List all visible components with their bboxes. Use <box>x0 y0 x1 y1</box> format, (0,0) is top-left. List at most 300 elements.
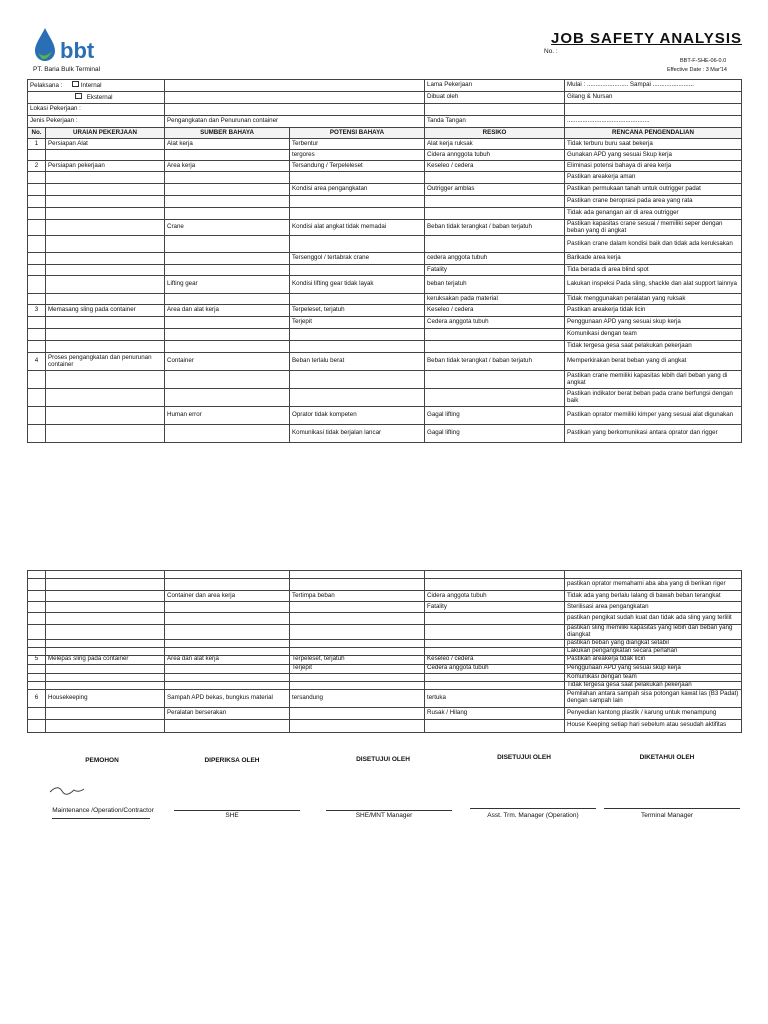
cell-uraian <box>46 265 165 276</box>
cell-rencana: Gunakan APD yang sesuai Skup kerja <box>565 150 742 161</box>
cell-resiko: tertuka <box>425 689 565 707</box>
cell-no: 4 <box>28 353 46 371</box>
cell-rencana: Tidak ada yang berlalu lalang di bawah beban terangkat <box>565 591 742 602</box>
cell-potensi: tersandung <box>290 689 425 707</box>
cell-uraian <box>46 591 165 602</box>
cell-uraian: Memasang sling pada container <box>46 305 165 317</box>
cell-rencana: Komunikasi dengan team <box>565 329 742 341</box>
cell-resiko: cedera anggota tubuh <box>425 253 565 265</box>
cell-uraian <box>46 389 165 407</box>
logo-text: bbt <box>60 38 95 63</box>
cell-potensi <box>290 329 425 341</box>
cell-no <box>28 371 46 389</box>
cell-rencana: Tidak terburu buru saat bekerja <box>565 139 742 150</box>
cell-uraian <box>46 639 165 647</box>
cell-no <box>28 647 46 655</box>
info-blank-4 <box>565 104 742 116</box>
cell-sumber <box>165 172 290 184</box>
table-row <box>28 172 742 184</box>
cell-resiko: keruksakan pada material <box>425 294 565 305</box>
table-row <box>28 196 742 208</box>
cell-rencana: Pastikan permukaan tanah untuk outrigger padat <box>565 184 742 196</box>
cell-rencana: pastikan beban yang diangkat setabil <box>565 639 742 647</box>
cell-potensi <box>290 719 425 732</box>
cell-resiko <box>425 647 565 655</box>
cell-rencana: Lakukan pengangkatan secara perlahan <box>565 647 742 655</box>
sig-head-diperiksa: DIPERIKSA OLEH <box>204 757 260 764</box>
table-cell <box>290 571 425 579</box>
cell-resiko <box>425 341 565 353</box>
sig-head-disetujui-1: DISETUJUI OLEH <box>356 756 410 763</box>
cell-no <box>28 341 46 353</box>
cell-potensi <box>290 602 425 613</box>
cell-no <box>28 602 46 613</box>
cell-potensi: Beban terlalu berat <box>290 353 425 371</box>
cell-no <box>28 150 46 161</box>
cell-uraian <box>46 602 165 613</box>
cell-potensi <box>290 639 425 647</box>
cell-resiko: Rusak / Hilang <box>425 707 565 719</box>
cell-rencana: Tidak menggunakan peralatan yang ruksak <box>565 294 742 305</box>
table-cell <box>565 571 742 579</box>
cell-potensi <box>290 172 425 184</box>
cell-sumber <box>165 389 290 407</box>
cell-resiko: Cedera anggota tubuh <box>425 317 565 329</box>
table-row <box>28 389 742 407</box>
cell-sumber <box>165 664 290 673</box>
cell-sumber: Alat kerja <box>165 139 290 150</box>
table-row <box>28 305 742 317</box>
cell-no <box>28 613 46 625</box>
cell-uraian <box>46 647 165 655</box>
effective-date: Effective Date : 3 Mar'14 <box>667 67 727 73</box>
cell-resiko <box>425 389 565 407</box>
cell-no <box>28 664 46 673</box>
header-resiko: RESIKO <box>425 128 565 139</box>
cell-sumber: Crane <box>165 220 290 236</box>
cell-potensi: Kondisi lifting gear tidak layak <box>290 276 425 294</box>
cell-sumber <box>165 647 290 655</box>
sig-line-1 <box>52 818 150 819</box>
cell-sumber: Area dan alat kerja <box>165 655 290 664</box>
cell-uraian <box>46 681 165 689</box>
cell-uraian <box>46 407 165 425</box>
company-logo <box>32 26 102 70</box>
cell-potensi <box>290 294 425 305</box>
cell-potensi: Kondisi area pengangkatan <box>290 184 425 196</box>
cell-potensi <box>290 707 425 719</box>
table-row <box>28 689 742 707</box>
table-row <box>28 253 742 265</box>
cell-no: 6 <box>28 689 46 707</box>
cell-rencana: Pastikan areakerja tidak licin <box>565 655 742 664</box>
water-drop-icon <box>32 26 58 64</box>
cell-sumber <box>165 371 290 389</box>
company-name: PT. Baria Bulk Terminal <box>33 66 101 73</box>
cell-no <box>28 707 46 719</box>
sig-line-4 <box>470 808 596 809</box>
cell-potensi <box>290 265 425 276</box>
cell-resiko <box>425 208 565 220</box>
cell-sumber <box>165 236 290 253</box>
table-row <box>28 655 742 664</box>
table-row <box>28 591 742 602</box>
cell-rencana: Sterilisasi area pengangkatan <box>565 602 742 613</box>
cell-rencana: pastikan oprator memahami aba aba yang di berikan riger <box>565 579 742 591</box>
cell-potensi <box>290 579 425 591</box>
cell-potensi: Tertimpa beban <box>290 591 425 602</box>
cell-rencana: Penyedian kantong plastik / karung untuk menampung <box>565 707 742 719</box>
cell-rencana: pastikan pengikat sudah kuat dan tidak ada sling yang terlilit <box>565 613 742 625</box>
table-row <box>28 625 742 640</box>
cell-resiko <box>425 172 565 184</box>
eksternal-label: Eksternal <box>86 94 113 102</box>
table-row <box>28 139 742 150</box>
cell-resiko: Beban tidak terangkat / baban terjatuh <box>425 220 565 236</box>
cell-potensi: Terjepit <box>290 317 425 329</box>
cell-rencana: Komunikasi dengan team <box>565 673 742 681</box>
cell-rencana: Penggunaan APD yang sesuai skup kerja <box>565 317 742 329</box>
cell-sumber <box>165 673 290 681</box>
sig-line-2 <box>174 810 300 811</box>
cell-rencana: Barikade area kerja <box>565 253 742 265</box>
cell-sumber <box>165 329 290 341</box>
cell-sumber <box>165 294 290 305</box>
cell-resiko: beban terjatuh <box>425 276 565 294</box>
cell-resiko: Gagal lifting <box>425 425 565 443</box>
cell-rencana: Tidak tergesa gesa saat pelakukan pekerjaan <box>565 681 742 689</box>
cell-resiko: Fatality <box>425 602 565 613</box>
cell-no <box>28 184 46 196</box>
cell-potensi <box>290 196 425 208</box>
cell-resiko: Outrigger amblas <box>425 184 565 196</box>
cell-sumber <box>165 681 290 689</box>
cell-sumber <box>165 196 290 208</box>
cell-rencana: Pastikan areakerja aman <box>565 172 742 184</box>
cell-rencana: Eliminasi potensi bahaya di area kerja <box>565 161 742 172</box>
cell-resiko: Cedera anggota tubuh <box>425 664 565 673</box>
cell-sumber <box>165 208 290 220</box>
cell-rencana: Pastikan oprator memiliki kimper yang sesuai alat digunakan <box>565 407 742 425</box>
cell-rencana: Pemilahan antara sampah sisa potongan kawat las (B3 Padat) dengan sampah lain <box>565 689 742 707</box>
cell-no <box>28 276 46 294</box>
pelaksana-cell <box>28 80 165 92</box>
cell-sumber: Peralatan berserakan <box>165 707 290 719</box>
table-row <box>28 329 742 341</box>
info-blank-3 <box>425 104 565 116</box>
cell-no <box>28 208 46 220</box>
cell-sumber: Area dan alat kerja <box>165 305 290 317</box>
cell-sumber <box>165 602 290 613</box>
dibuat-label: Dibuat oleh <box>425 92 565 104</box>
cell-no: 2 <box>28 161 46 172</box>
cell-no <box>28 591 46 602</box>
cell-potensi: Tersenggol / tertabrak crane <box>290 253 425 265</box>
cell-uraian <box>46 196 165 208</box>
dibuat-value: Gilang & Nursan <box>565 92 742 104</box>
cell-uraian <box>46 253 165 265</box>
table-row <box>28 220 742 236</box>
cell-uraian <box>46 341 165 353</box>
cell-rencana: Memperkirakan berat beban yang di angkat <box>565 353 742 371</box>
sig-head-diketahui: DIKETAHUI OLEH <box>639 754 695 761</box>
cell-rencana: Pastikan crane beroprasi pada area yang rata <box>565 196 742 208</box>
lokasi-label: Lokasi Pekerjaan : <box>28 104 165 116</box>
cell-no <box>28 579 46 591</box>
cell-resiko <box>425 625 565 640</box>
table-row <box>28 161 742 172</box>
table-cell <box>425 571 565 579</box>
cell-no: 1 <box>28 139 46 150</box>
cell-no <box>28 625 46 640</box>
table-row <box>28 707 742 719</box>
cell-sumber <box>165 625 290 640</box>
cell-rencana: Lakukan inspeksi Pada sling, shackle dan alat support lainnya <box>565 276 742 294</box>
cell-potensi <box>290 681 425 689</box>
cell-potensi <box>290 208 425 220</box>
cell-rencana: Pastikan areakerja tidak licin <box>565 305 742 317</box>
cell-no <box>28 407 46 425</box>
cell-no <box>28 673 46 681</box>
table-row <box>28 673 742 681</box>
cell-sumber: Container dan area kerja <box>165 591 290 602</box>
cell-no: 3 <box>28 305 46 317</box>
cell-no <box>28 294 46 305</box>
cell-potensi: Oprator tidak kompeten <box>290 407 425 425</box>
table-row <box>28 579 742 591</box>
table-row <box>28 184 742 196</box>
header-sumber: SUMBER BAHAYA <box>165 128 290 139</box>
cell-uraian <box>46 719 165 732</box>
table-row <box>28 681 742 689</box>
cell-rencana: Pastikan crane memiliki kapasitas lebih dari beban yang di angkat <box>565 371 742 389</box>
table-cell <box>46 571 165 579</box>
sig-line-5 <box>604 808 740 809</box>
cell-potensi: Terpeleset, terjatuh <box>290 655 425 664</box>
sig-head-disetujui-2: DISETUJUI OLEH <box>497 754 551 761</box>
table-row <box>28 719 742 732</box>
table-row <box>28 613 742 625</box>
cell-potensi: Terjepit <box>290 664 425 673</box>
cell-uraian <box>46 294 165 305</box>
info-table <box>27 79 742 128</box>
cell-uraian <box>46 329 165 341</box>
table-row <box>28 276 742 294</box>
cell-sumber: Lifting gear <box>165 276 290 294</box>
header-potensi: POTENSI BAHAYA <box>290 128 425 139</box>
cell-uraian <box>46 425 165 443</box>
cell-uraian <box>46 707 165 719</box>
cell-no <box>28 265 46 276</box>
info-blank-2[interactable] <box>165 92 425 104</box>
table-row <box>28 639 742 647</box>
eksternal-cell <box>28 92 165 104</box>
cell-sumber <box>165 613 290 625</box>
cell-potensi: Komunikasi tidak berjalan lancar <box>290 425 425 443</box>
cell-rencana: Tidak tergesa gesa saat pelakukan pekerjaan <box>565 341 742 353</box>
cell-uraian <box>46 184 165 196</box>
table-row <box>28 265 742 276</box>
jsa-table-part2 <box>27 570 742 733</box>
sig-name-4: Asst. Trm. Manager (Operation) <box>487 812 579 819</box>
cell-no <box>28 329 46 341</box>
cell-no <box>28 425 46 443</box>
table-row <box>28 602 742 613</box>
cell-no <box>28 639 46 647</box>
cell-sumber <box>165 253 290 265</box>
sig-name-1: Maintenance /Operation/Contractor <box>52 807 154 814</box>
cell-resiko <box>425 719 565 732</box>
sig-line-3 <box>326 810 452 811</box>
internal-label: Internal <box>80 82 102 90</box>
cell-sumber: Human error <box>165 407 290 425</box>
cell-potensi <box>290 647 425 655</box>
table-row <box>28 664 742 673</box>
jsa-table-part1 <box>27 127 742 443</box>
table-row <box>28 236 742 253</box>
cell-potensi <box>290 389 425 407</box>
cell-sumber <box>165 425 290 443</box>
cell-uraian <box>46 150 165 161</box>
header-uraian: URAIAN PEKERJAAN <box>46 128 165 139</box>
cell-potensi: Terbentur <box>290 139 425 150</box>
table-row <box>28 353 742 371</box>
cell-sumber <box>165 579 290 591</box>
cell-no <box>28 317 46 329</box>
table-cell <box>28 571 46 579</box>
cell-uraian: Housekeeping <box>46 689 165 707</box>
signature-mark <box>48 784 88 798</box>
cell-sumber <box>165 150 290 161</box>
jenis-label: Jenis Pekerjaan : <box>28 116 165 128</box>
tanda-label: Tanda Tangan <box>425 116 565 128</box>
document-no-label: No. : <box>544 48 558 55</box>
cell-potensi: tergores <box>290 150 425 161</box>
cell-resiko: Keseleo / cedera <box>425 161 565 172</box>
cell-no: 5 <box>28 655 46 664</box>
cell-potensi <box>290 371 425 389</box>
sig-name-3: SHE/MNT Manager <box>355 812 413 819</box>
cell-resiko <box>425 681 565 689</box>
cell-resiko <box>425 236 565 253</box>
cell-resiko <box>425 613 565 625</box>
cell-resiko <box>425 371 565 389</box>
cell-resiko: Cidera annggota tubuh <box>425 150 565 161</box>
tanda-value[interactable]: ................................................ <box>565 116 742 128</box>
sig-head-pemohon: PEMOHON <box>85 757 119 764</box>
cell-resiko: Fatality <box>425 265 565 276</box>
pelaksana-label: Pelaksana : <box>30 82 63 90</box>
table-cell <box>165 571 290 579</box>
cell-rencana: Pastikan yang berkomunikasi antara oprator dan rigger <box>565 425 742 443</box>
cell-potensi <box>290 625 425 640</box>
sig-name-5: Terminal Manager <box>640 812 694 819</box>
cell-resiko <box>425 329 565 341</box>
cell-no <box>28 220 46 236</box>
cell-sumber <box>165 265 290 276</box>
cell-resiko <box>425 639 565 647</box>
cell-uraian <box>46 613 165 625</box>
cell-potensi: Kondisi alat angkat tidak memadai <box>290 220 425 236</box>
cell-no <box>28 389 46 407</box>
cell-potensi <box>290 236 425 253</box>
table-row <box>28 647 742 655</box>
cell-rencana: Pastikan kapasitas crane sesuai / memiliki seper dengan beban yang di angkat <box>565 220 742 236</box>
cell-resiko: Cidera anggota tubuh <box>425 591 565 602</box>
cell-potensi <box>290 673 425 681</box>
cell-no <box>28 172 46 184</box>
cell-no <box>28 719 46 732</box>
cell-resiko <box>425 196 565 208</box>
header-rencana: RENCANA PENGENDALIAN <box>565 128 742 139</box>
eksternal-checkbox[interactable] <box>75 93 82 99</box>
cell-uraian <box>46 579 165 591</box>
cell-sumber <box>165 184 290 196</box>
cell-uraian <box>46 371 165 389</box>
cell-potensi: Tersandung / Terpeleleset <box>290 161 425 172</box>
table-row <box>28 341 742 353</box>
cell-no <box>28 253 46 265</box>
table-row <box>28 317 742 329</box>
cell-uraian <box>46 673 165 681</box>
cell-resiko: Beban tidak terangkat / baban terjatuh <box>425 353 565 371</box>
cell-uraian <box>46 276 165 294</box>
cell-uraian <box>46 625 165 640</box>
cell-sumber: Area kerja <box>165 161 290 172</box>
cell-uraian: Persiapan Alat <box>46 139 165 150</box>
jenis-value: Pengangkatan dan Penurunan container <box>165 116 425 128</box>
cell-uraian: Proses pengangkatan dan penurunan container <box>46 353 165 371</box>
table-header-row <box>28 128 742 139</box>
cell-resiko: Keseleo / cedera <box>425 655 565 664</box>
cell-sumber: Container <box>165 353 290 371</box>
table-row <box>28 371 742 389</box>
cell-rencana: pastikan sling memiliki kapasitas yang lebih dari beban yang diangkat <box>565 625 742 640</box>
info-blank-1[interactable] <box>165 80 425 92</box>
mulai-field[interactable]: Mulai : ........................ Sampai ........................ <box>565 80 742 92</box>
cell-sumber <box>165 341 290 353</box>
cell-resiko: Keseleo / cedera <box>425 305 565 317</box>
cell-sumber <box>165 719 290 732</box>
sig-name-2: SHE <box>225 812 239 819</box>
document-code: BBT-F-SHE-06-0.0 <box>680 58 727 64</box>
cell-rencana: Tidak ada genangan air di area outrigger <box>565 208 742 220</box>
cell-uraian <box>46 317 165 329</box>
lama-label: Lama Pekerjaan <box>425 80 565 92</box>
table-row <box>28 294 742 305</box>
cell-resiko <box>425 673 565 681</box>
cell-uraian: Persiapan pekerjaan <box>46 161 165 172</box>
cell-resiko <box>425 579 565 591</box>
header-no: No. <box>28 128 46 139</box>
cell-resiko: Gagal lifting <box>425 407 565 425</box>
cell-rencana: Pastikan crane dalam kondisi baik dan tidak ada keruksakan <box>565 236 742 253</box>
cell-rencana: Tida berada di area blind spot <box>565 265 742 276</box>
cell-sumber: Sampah APD bekas, bungkus material <box>165 689 290 707</box>
cell-rencana: Penggunaan APD yang sesuai skup kerja <box>565 664 742 673</box>
lokasi-value[interactable] <box>165 104 425 116</box>
cell-no <box>28 681 46 689</box>
cell-uraian <box>46 208 165 220</box>
cell-potensi <box>290 613 425 625</box>
internal-checkbox[interactable] <box>72 81 79 87</box>
cell-rencana: House Keeping setiap hari sebelum atau sesudah aktifitas <box>565 719 742 732</box>
cell-uraian: Melepas sling pada container <box>46 655 165 664</box>
cell-no <box>28 236 46 253</box>
cell-uraian <box>46 172 165 184</box>
cell-sumber <box>165 639 290 647</box>
cell-resiko: Alat kerja ruksak <box>425 139 565 150</box>
